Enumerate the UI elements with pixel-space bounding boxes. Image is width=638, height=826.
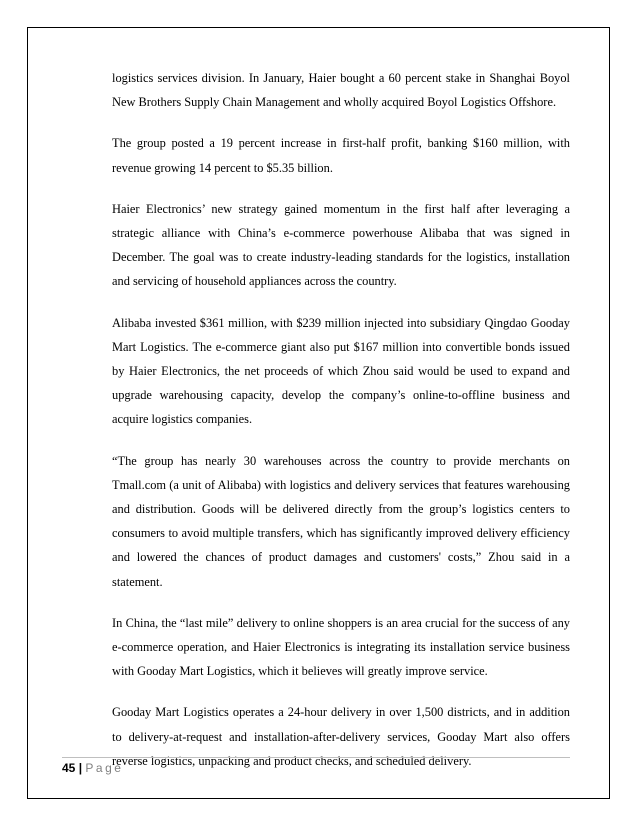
footer-separator: | xyxy=(78,761,83,775)
page-number: 45 xyxy=(62,761,76,775)
paragraph: Gooday Mart Logistics operates a 24-hour delivery in over 1,500 districts, and in addition to delivery-at-request and installation-after-delivery services, Gooday Mart also offers reverse logistics, unpacking and product checks, and scheduled delivery. xyxy=(112,705,570,768)
page-footer xyxy=(62,761,123,775)
page-label: Page xyxy=(85,761,124,775)
paragraph: “The group has nearly 30 warehouses across the country to provide merchants on Tmall.com (a unit of Alibaba) with logistics and delivery services that features warehousing and distribution. Goods will be delivered directly from the group’s logistics centers to consumers to avoid multiple transfers, which has significantly improved delivery efficiency and lowered the chances of product damages and customers' costs,” Zhou said in a statement. xyxy=(112,453,570,589)
paragraph: logistics services division. In January, Haier bought a 60 percent stake in Shanghai Boyol New Brothers Supply Chain Management and wholly acquired Boyol Logistics Offshore. xyxy=(112,71,570,110)
paragraph: The group posted a 19 percent increase in first-half profit, banking $160 million, with revenue growing 14 percent to $5.35 billion. xyxy=(112,136,570,175)
paragraph: Alibaba invested $361 million, with $239 million injected into subsidiary Qingdao Gooday Mart Logistics. The e-commerce giant also put $167 million into convertible bonds issued by Haier Electronics, the net proceeds of which Zhou said would be used to expand and upgrade warehousing capacity, develop the company’s online-to-offline business and acquire logistics companies. xyxy=(112,315,570,427)
paragraph: Haier Electronics’ new strategy gained momentum in the first half after leveraging a strategic alliance with China’s e-commerce powerhouse Alibaba that was signed in December. The goal was to create industry-leading standards for the logistics, installation and servicing of household appliances across the country. xyxy=(112,201,570,289)
paragraph: In China, the “last mile” delivery to online shoppers is an area crucial for the success of any e-commerce operation, and Haier Electronics is integrating its installation service business with Gooday Mart Logistics, which it believes will greatly improve service. xyxy=(112,615,570,679)
document-body xyxy=(112,66,570,790)
footer-divider xyxy=(62,757,570,758)
